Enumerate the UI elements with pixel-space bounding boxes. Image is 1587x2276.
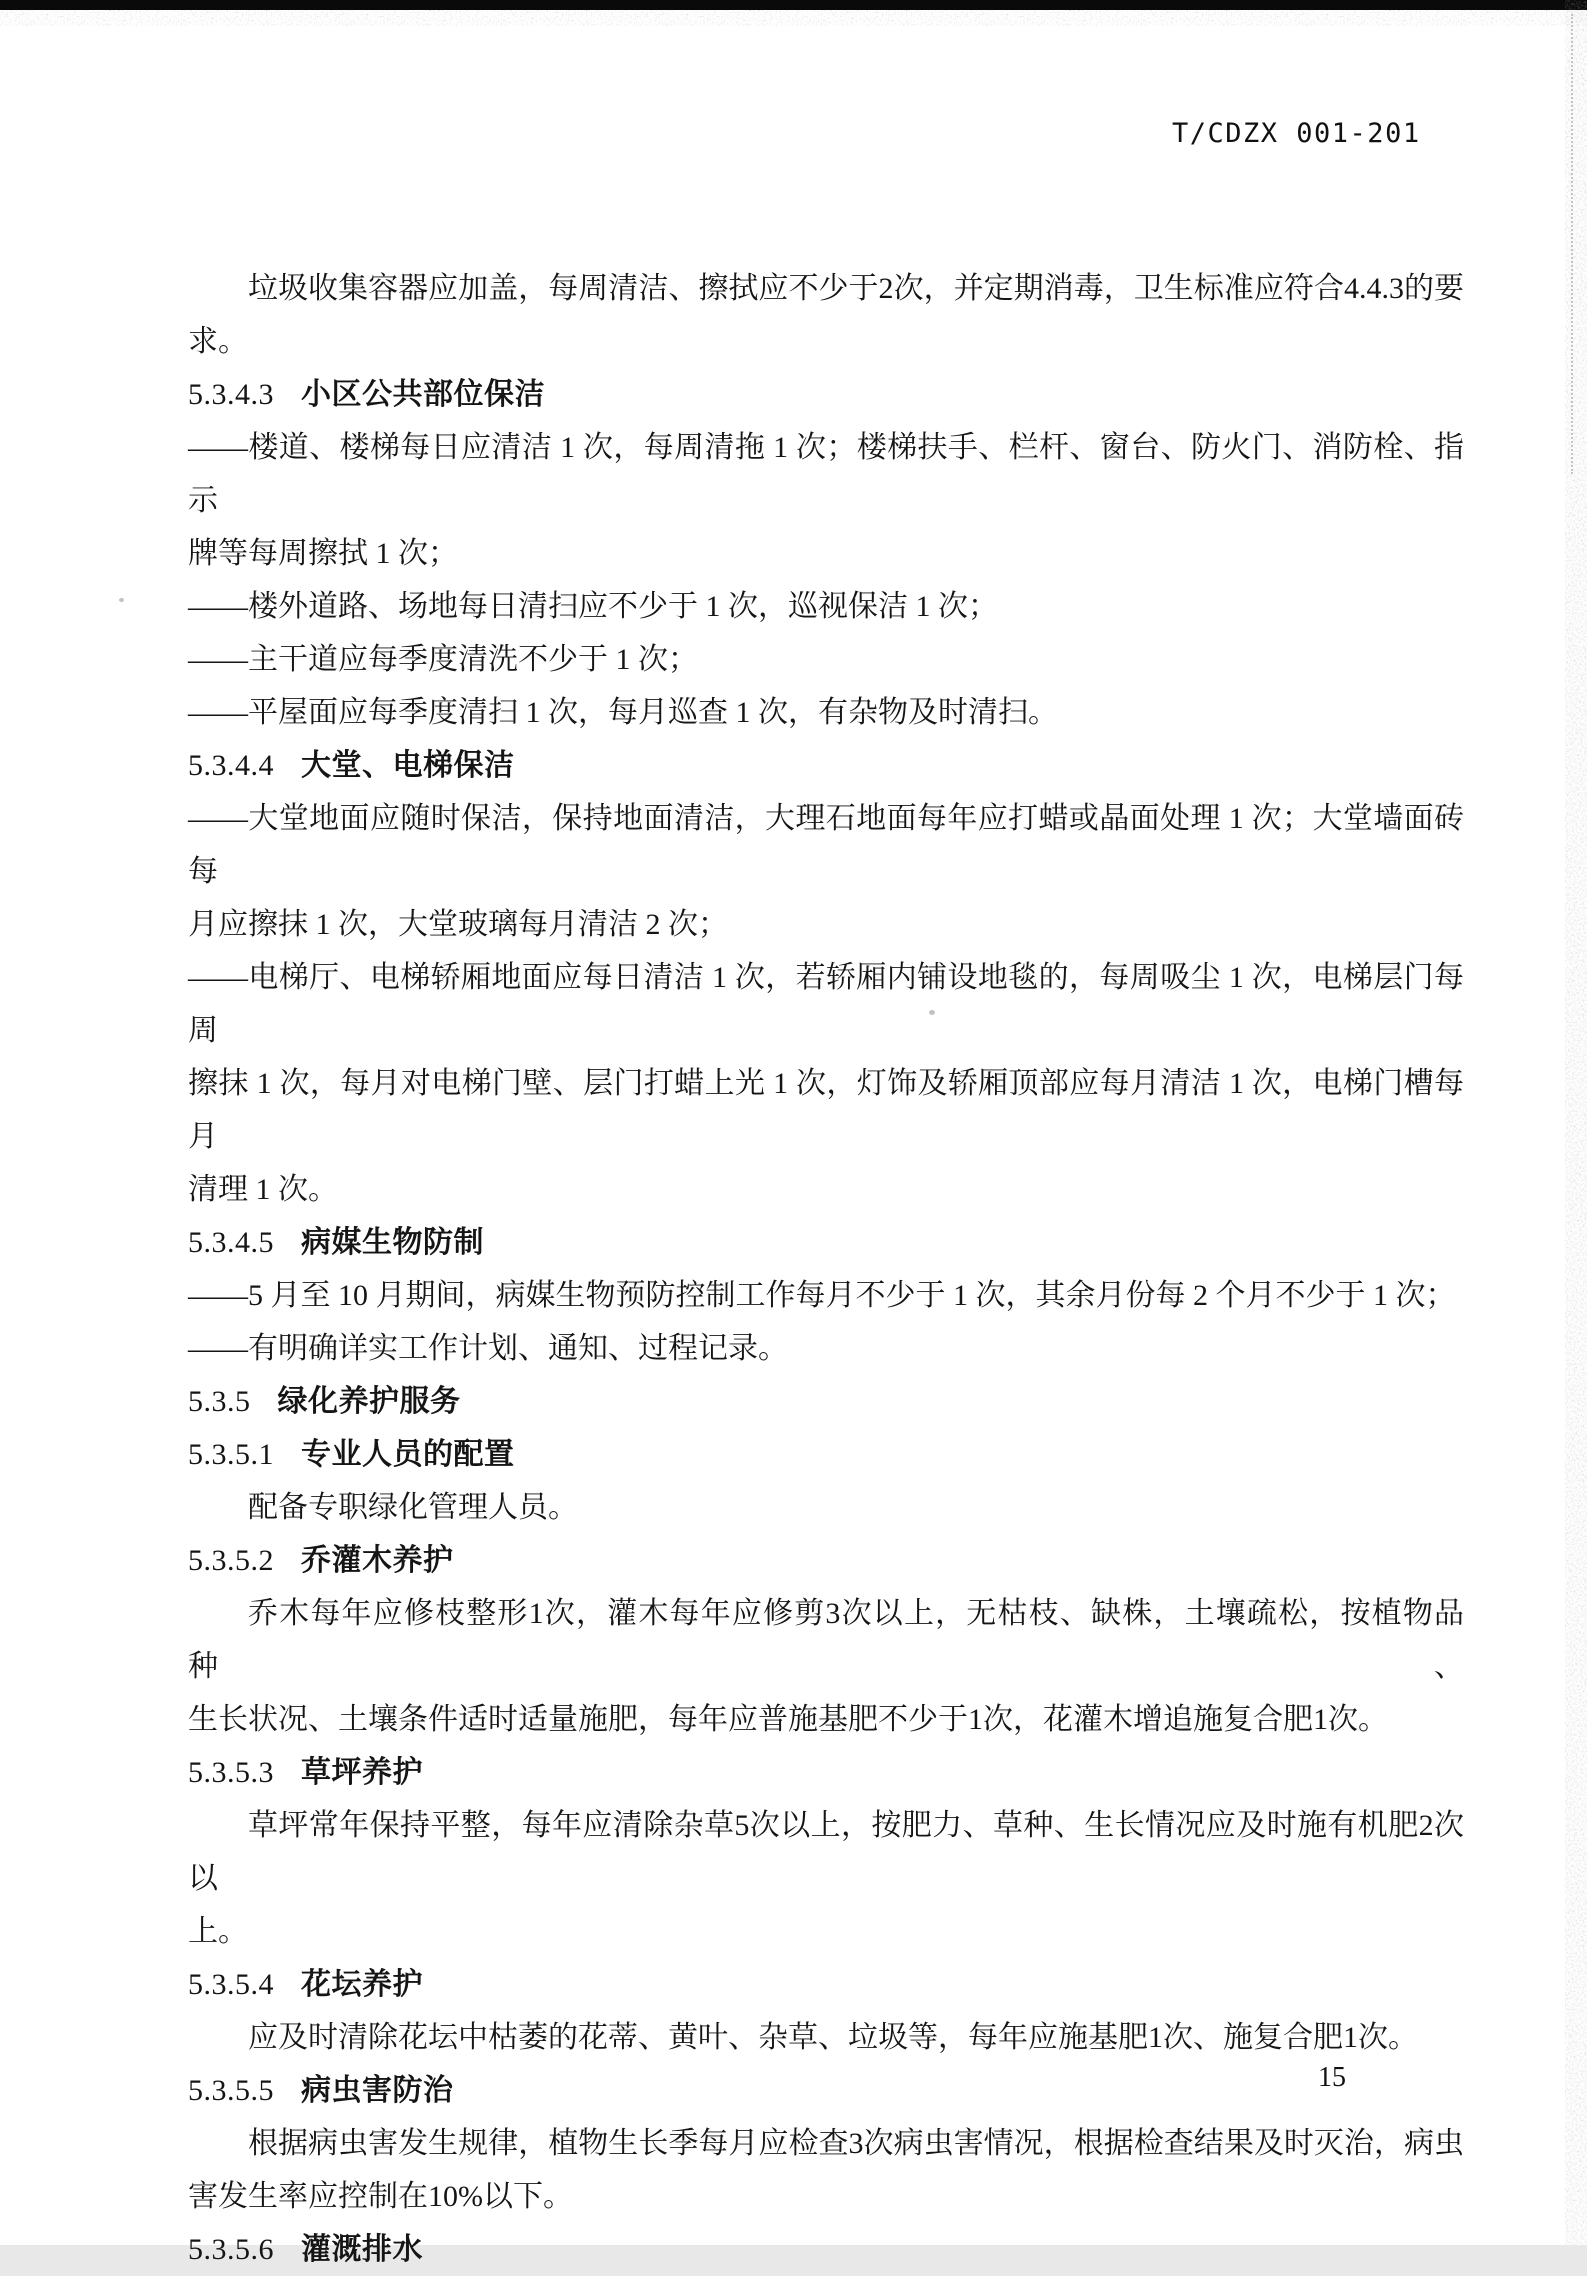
clause-number: 5.3.5.6 [188, 2233, 274, 2266]
section-heading [188, 1958, 1464, 2011]
body-line: ——电梯厅、电梯轿厢地面应每日清洁 1 次，若轿厢内铺设地毯的，每周吸尘 1 次，电梯层门每周 [188, 961, 1464, 1047]
clause-title: 乔灌木养护 [301, 1544, 454, 1577]
clause-number: 5.3.5.4 [188, 1968, 274, 2001]
scan-speck [119, 598, 124, 602]
body-line: ——5 月至 10 月期间，病媒生物预防控制工作每月不少于 1 次，其余月份每 2 个月不少于 1 次； [188, 1279, 1456, 1312]
body-line: 垃圾收集容器应加盖，每周清洁、擦拭应不少于2次，并定期消毒，卫生标准应符合4.4.3的要 [248, 272, 1464, 305]
clause-title: 小区公共部位保洁 [301, 378, 545, 411]
section-heading [188, 1428, 1464, 1481]
body-line: 乔木每年应修枝整形1次，灌木每年应修剪3次以上，无枯枝、缺株，土壤疏松，按植物品种、 [188, 1597, 1464, 1683]
clause-title: 病媒生物防制 [301, 1226, 484, 1259]
scan-noise-right [1565, 0, 1587, 2245]
body-line: 清理 1 次。 [188, 1173, 338, 1206]
body-line: ——主干道应每季度清洗不少于 1 次； [188, 643, 698, 676]
body-line: 上。 [188, 1915, 248, 1948]
body-line: 配备专职绿化管理人员。 [248, 1491, 578, 1524]
body-line: 害发生率应控制在10%以下。 [188, 2180, 573, 2213]
body-line: ——有明确详实工作计划、通知、过程记录。 [188, 1332, 788, 1365]
clause-title: 绿化养护服务 [277, 1385, 461, 1418]
scan-edge-bar [0, 0, 1587, 10]
standard-number-header: T/CDZX 001-201 [1172, 118, 1421, 149]
clause-title: 大堂、电梯保洁 [301, 749, 515, 782]
body-line: ——楼外道路、场地每日清扫应不少于 1 次，巡视保洁 1 次； [188, 590, 998, 623]
section-heading [188, 739, 1464, 792]
body-line: ——楼道、楼梯每日应清洁 1 次，每周清拖 1 次；楼梯扶手、栏杆、窗台、防火门、消防栓、指示 [188, 431, 1464, 517]
clause-number: 5.3.4.5 [188, 1226, 274, 1259]
clause-title: 专业人员的配置 [301, 1438, 515, 1471]
clause-title: 病虫害防治 [301, 2074, 454, 2107]
body-line: 牌等每周擦拭 1 次； [188, 537, 458, 570]
section-heading [188, 1746, 1464, 1799]
section-heading [188, 1216, 1464, 1269]
clause-number: 5.3.5 [188, 1385, 251, 1418]
body-line: 应及时清除花坛中枯萎的花蒂、黄叶、杂草、垃圾等，每年应施基肥1次、施复合肥1次。 [248, 2021, 1418, 2054]
body-line: 草坪常年保持平整，每年应清除杂草5次以上，按肥力、草种、生长情况应及时施有机肥2次以 [188, 1809, 1464, 1895]
document-body [188, 262, 1464, 2276]
clause-number: 5.3.4.3 [188, 378, 274, 411]
body-line: 擦抹 1 次，每月对电梯门壁、层门打蜡上光 1 次，灯饰及轿厢顶部应每月清洁 1 次，电梯门槽每月 [188, 1067, 1464, 1153]
section-heading [188, 2064, 1464, 2117]
section-heading [188, 2223, 1464, 2276]
clause-number: 5.3.5.3 [188, 1756, 274, 1789]
body-line: ——大堂地面应随时保洁，保持地面清洁，大理石地面每年应打蜡或晶面处理 1 次；大堂墙面砖每 [188, 802, 1464, 888]
body-line: 生长状况、土壤条件适时适量施肥，每年应普施基肥不少于1次，花灌木增追施复合肥1次。 [188, 1703, 1388, 1736]
clause-title: 灌溉排水 [301, 2233, 423, 2266]
clause-title: 花坛养护 [301, 1968, 423, 2001]
clause-number: 5.3.5.1 [188, 1438, 274, 1471]
page-number: 15 [1318, 2062, 1346, 2093]
clause-number: 5.3.5.2 [188, 1544, 274, 1577]
body-line: ——平屋面应每季度清扫 1 次，每月巡查 1 次，有杂物及时清扫。 [188, 696, 1058, 729]
section-heading [188, 368, 1464, 421]
clause-title: 草坪养护 [301, 1756, 423, 1789]
scan-line-artifact [1571, 14, 1573, 474]
body-line: 月应擦抹 1 次，大堂玻璃每月清洁 2 次； [188, 908, 728, 941]
clause-number: 5.3.4.4 [188, 749, 274, 782]
section-heading [188, 1375, 1464, 1428]
clause-number: 5.3.5.5 [188, 2074, 274, 2107]
body-line: 根据病虫害发生规律，植物生长季每月应检查3次病虫害情况，根据检查结果及时灭治，病虫 [248, 2127, 1464, 2160]
section-heading [188, 1534, 1464, 1587]
scan-noise-top [0, 10, 1587, 26]
body-line: 求。 [188, 325, 248, 358]
